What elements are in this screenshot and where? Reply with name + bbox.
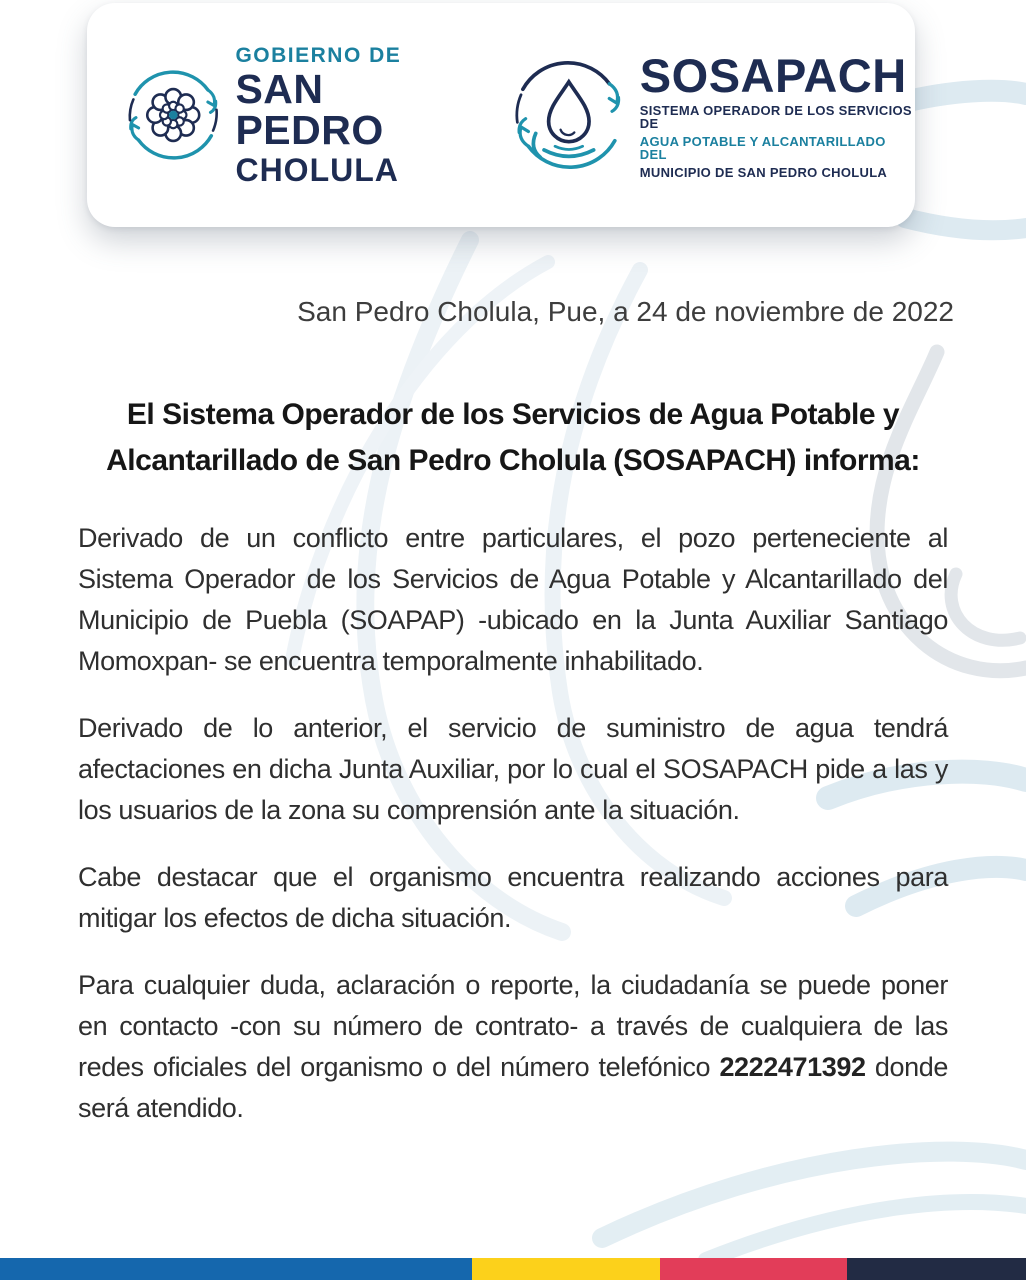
footer-color-bar <box>0 1258 1026 1280</box>
footer-segment-red <box>660 1258 848 1280</box>
gobierno-line2: SAN PEDRO <box>235 65 384 153</box>
document-title-line1: El Sistema Operador de los Servicios de Agua Potable y <box>126 398 900 431</box>
hands-flower-emblem-icon <box>123 57 223 173</box>
sosapach-logo <box>510 48 915 180</box>
announcement-body <box>78 518 948 1155</box>
gobierno-line1: GOBIERNO DE <box>235 43 402 67</box>
phone-number: 2222471392 <box>719 1052 866 1082</box>
sosapach-subtitle-2: AGUA POTABLE Y ALCANTARILLADO DEL <box>639 133 886 162</box>
dateline: San Pedro Cholula, Pue, a 24 de noviembre de 2022 <box>297 296 954 327</box>
paragraph-1: Derivado de un conflicto entre particulares, el pozo perteneciente al Sistema Operador de los Servicios de Agua Potable y Alcantarillado del Municipio de Puebla (SOAPAP) -ubicado en la Junta Auxiliar Santiago Momoxpan- se encuentra temporalmente inhabilitado. <box>78 523 948 676</box>
gobierno-logo-text <box>235 45 458 186</box>
footer-segment-navy <box>847 1258 1026 1280</box>
footer-segment-yellow <box>472 1258 660 1280</box>
gobierno-logo <box>123 45 458 186</box>
contact-text-after-phone: donde será atendido. <box>78 1052 948 1123</box>
paragraph-2: Derivado de lo anterior, el servicio de suministro de agua tendrá afectaciones en dicha Junta Auxiliar, por lo cual el SOSAPACH pide a las y los usuarios de la zona su comprensión ante la situación. <box>78 713 948 825</box>
header-card <box>87 3 915 227</box>
paragraph-contact <box>78 965 948 1129</box>
gobierno-line3: CHOLULA <box>235 151 399 188</box>
document-title-line2: Alcantarillado de San Pedro Cholula (SOSAPACH) informa: <box>106 444 920 477</box>
hands-water-drop-emblem-icon <box>510 51 628 179</box>
paragraph-3: Cabe destacar que el organismo encuentra realizando acciones para mitigar los efectos de dicha situación. <box>78 862 948 933</box>
sosapach-subtitle-1: SISTEMA OPERADOR DE LOS SERVICIOS DE <box>639 102 912 131</box>
sosapach-logo-text <box>639 48 915 180</box>
sosapach-subtitle-3: MUNICIPIO DE SAN PEDRO CHOLULA <box>639 164 888 180</box>
document-title <box>68 392 958 484</box>
footer-segment-blue <box>0 1258 472 1280</box>
contact-text-before-phone: Para cualquier duda, aclaración o reporte, la ciudadanía se puede poner en contacto -con su número de contrato- a través de cualquiera de las redes oficiales del organismo o del número telefónico <box>78 970 948 1082</box>
sosapach-title: SOSAPACH <box>639 48 907 102</box>
